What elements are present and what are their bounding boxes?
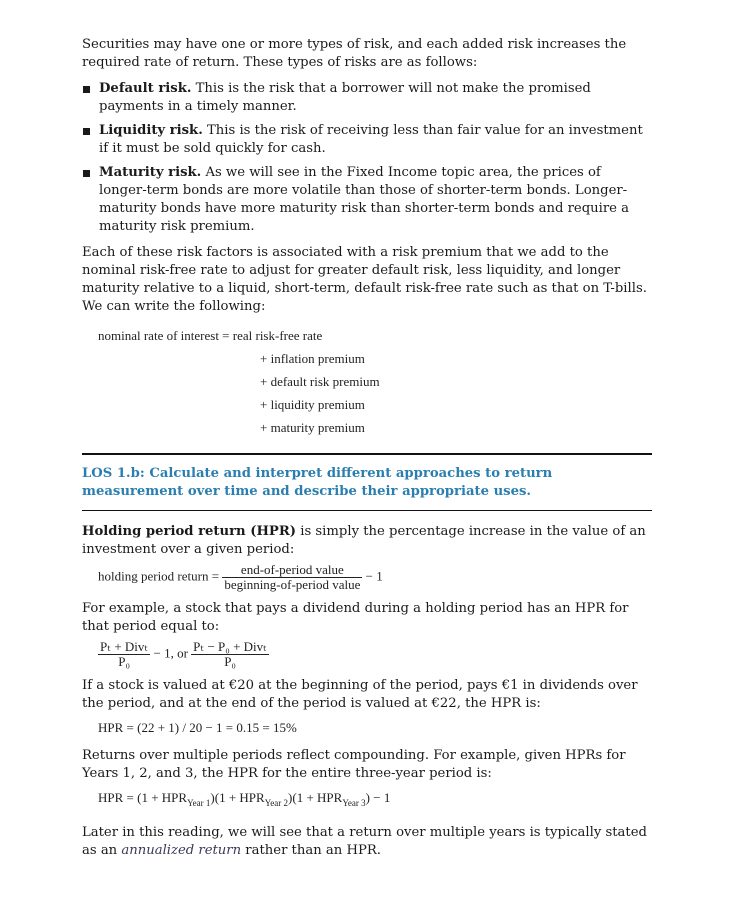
premium-paragraph: Each of these risk factors is associated with a risk premium that we add to the nominal risk-free rate to adjust for greater default risk, less liquidity, and longer maturity relative to a liquid, short-term, default risk-free rate such as that on T-bills. We can write the following: (82, 245, 647, 314)
example-equation: HPR = (22 + 1) / 20 − 1 = 0.15 = 15% (98, 720, 297, 735)
equation-term: + inflation premium (260, 351, 365, 366)
example-paragraph: If a stock is valued at €20 at the beginning of the period, pays €1 in dividends over the period, and at the end of the period is valued at €22, the HPR is: (82, 678, 638, 711)
equation-part: )(1 + HPR (288, 790, 343, 805)
fraction (222, 563, 362, 592)
list-item-maturity-risk (82, 164, 652, 236)
definition: This is the risk that a borrower will not make the promised payments in a timely manner. (99, 81, 591, 114)
hpr-definition (82, 523, 652, 559)
equation-mid: − 1, or (150, 645, 192, 661)
denominator: beginning-of-period value (224, 577, 361, 592)
text: Later in this reading, we will see that a return over multiple years is typically stated as an (82, 825, 647, 858)
dividend-equation (98, 640, 652, 669)
numerator: Pₜ − P₀ + Divₜ (193, 639, 267, 654)
equation-part: ) − 1 (365, 790, 391, 805)
nominal-rate-equation (98, 324, 652, 439)
compound-paragraph: Returns over multiple periods reflect compounding. For example, given HPRs for Years 1, 2, and 3, the HPR for the entire three-year period is: (82, 748, 626, 781)
term: Liquidity risk. (99, 123, 203, 138)
document-page (82, 36, 652, 868)
equation-part: )(1 + HPR (210, 790, 265, 805)
hpr-equation (98, 563, 652, 592)
equation-part: HPR = (1 + HPR (98, 790, 188, 805)
equation-line: nominal rate of interest = real risk-free rate (98, 328, 323, 343)
subscript: Year 1 (187, 798, 211, 808)
equation-rhs: − 1 (362, 568, 383, 584)
definition: As we will see in the Fixed Income topic area, the prices of longer-term bonds are more volatile than those of shorter-term bonds. Longer-maturity bonds have more maturity risk than shorter-term bonds and require a maturity risk premium. (99, 165, 630, 234)
closing-paragraph (82, 824, 652, 860)
list-item-default-risk (82, 80, 652, 116)
denominator: P₀ (224, 654, 236, 669)
subscript: Year 3 (342, 798, 366, 808)
intro-paragraph: Securities may have one or more types of risk, and each added risk increases the required rate of return. These types of risks are as follows: (82, 37, 627, 70)
equation-lhs: holding period return = (98, 568, 223, 584)
term: Default risk. (99, 81, 192, 96)
dividend-paragraph: For example, a stock that pays a dividend during a holding period has an HPR for that period equal to: (82, 601, 629, 634)
risk-list (82, 80, 652, 236)
definition: This is the risk of receiving less than fair value for an investment if it must be sold quickly for cash. (99, 123, 643, 156)
los-heading: LOS 1.b: Calculate and interpret different approaches to return measurement over time and describe their appropriate uses. (82, 466, 553, 499)
text: rather than an HPR. (241, 843, 381, 858)
equation-term: + default risk premium (260, 374, 380, 389)
equation-term: + liquidity premium (260, 397, 365, 412)
subscript: Year 2 (264, 798, 289, 808)
numerator: Pₜ + Divₜ (100, 639, 149, 654)
term: Maturity risk. (99, 165, 202, 180)
denominator: P₀ (118, 654, 130, 669)
fraction (191, 640, 269, 669)
emphasis-term: annualized return (121, 843, 242, 858)
numerator: end-of-period value (222, 563, 362, 578)
compound-equation (98, 789, 652, 812)
section-divider-bottom (82, 510, 652, 511)
definition: is simply the percentage increase in the value of an investment over a given period: (82, 524, 646, 557)
term: Holding period return (HPR) (82, 524, 297, 539)
equation-term: + maturity premium (260, 420, 365, 435)
fraction (98, 640, 150, 669)
list-item-liquidity-risk (82, 122, 652, 158)
